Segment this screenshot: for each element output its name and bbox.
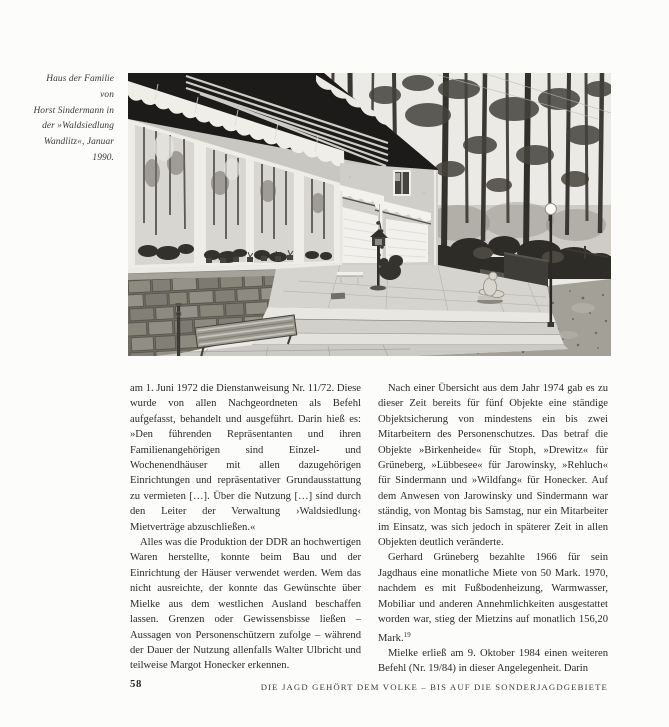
text-column-left	[130, 381, 361, 674]
paragraph	[378, 550, 608, 645]
photo-sindermann-house	[128, 73, 611, 356]
paragraph: Alles was die Produktion der DDR an hochwertigen Waren herstellte, konnte beim Bau und der Einrichtung der Häuser verwendet werden. Wem das nicht ausreichte, der konnte das Gewünschte über Mielke aus dem westlichen Ausland beschaffen lassen. Grenzen oder Gewissensbisse ließen – Aussagen von Personenschützern zufolge – während der Dauer der Nutzung allenfalls Walter Ulbricht und teilweise Margot Honecker erkennen.	[130, 537, 361, 672]
paragraph: Nach einer Übersicht aus dem Jahr 1974 gab es zu dieser Zeit bereits für fünf Objekte eine ständige Objektsicherung von mindestens ein bis zwei Mitarbeitern des Personenschutzes. Das betraf die Objekte »Birkenheide« für Stoph, »Drewitz« für Grüneberg, »Lübbesee« für Jarowinsky, »Rehluch« für Sindermann und »Wildfang« für Honecker. Auf dem Anwesen von Jarowinsky und Sindermann war ständig, von Montag bis Samstag, nur ein Mitarbeiter im Einsatz, was sich jedoch in späterer Zeit in allen Objekten deutlich veränderte.	[378, 383, 608, 549]
text-column-right	[378, 381, 608, 677]
caption-line: Horst Sindermann in	[33, 105, 114, 116]
upper-window	[394, 171, 410, 195]
photo-illustration	[128, 73, 611, 356]
footnote-marker: 19	[403, 631, 412, 639]
paragraph: Mielke erließ am 9. Oktober 1984 einen weiteren Befehl (Nr. 19/84) in dieser Angelegenheit. Darin	[378, 647, 608, 675]
drain-plate	[331, 293, 345, 300]
caption-line: der »Waldsiedlung	[42, 121, 114, 132]
caption-line: Haus der Familie von	[46, 74, 114, 100]
paragraph-text: Gerhard Grüneberg bezahlte 1966 für sein Jagdhaus eine monatliche Miete von 50 Mark. 1970, nachdem es mit Fußbodenheizung, Warmwasser, Mobiliar und anderen Annehmlichkeiten ausgestattet worden war, stieg der Mietzins auf monatlich 156,20 Mark.	[378, 552, 608, 644]
page-number: 58	[130, 678, 142, 690]
porch-trim	[340, 191, 343, 265]
photo-caption	[30, 72, 114, 167]
caption-line: 1990.	[92, 152, 114, 163]
paragraph: am 1. Juni 1972 die Dienstanweisung Nr. 11/72. Diese wurde von allen Nachgeordneten als Befehl aufgefasst, behandelt und ausgeführt. Darin hieß es: »Den führenden Repräsentanten und ihren Familienangehörigen sind Einzel- und Wochenendhäuser mit allen dazugehörigen Einrichtungen und repräsentativer Grundausstattung zu vermieten […]. Über die Nutzung […] sind durch den Leiter der Verwaltung ›Waldsiedlung‹ Mietverträge abzuschließen.«	[130, 383, 361, 533]
running-title: DIE JAGD GEHÖRT DEM VOLKE – BIS AUF DIE SONDERJAGDGEBIETE	[260, 681, 608, 692]
caption-line: Wandlitz«, Januar	[43, 137, 114, 148]
